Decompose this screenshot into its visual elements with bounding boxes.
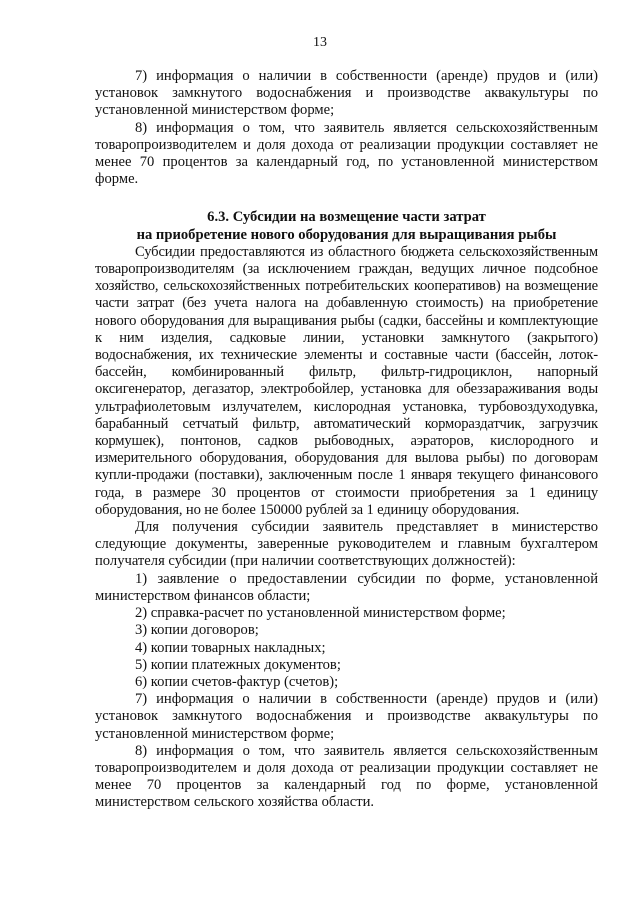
page-content [95, 68, 598, 812]
section-heading [95, 209, 598, 243]
section-heading-line-2: на приобретение нового оборудования для выращивания рыбы [136, 226, 557, 243]
document-list-item-5: 5) копии платежных документов; [135, 656, 341, 673]
document-list-item-6: 6) копии счетов-фактур (счетов); [135, 673, 339, 690]
intro-paragraph-item-8: 8) информация о том, что заявитель является сельскохозяйственным товаропроизводителем и доля дохода от реализации продукции составляет не менее 70 процентов за календарный год, по установленной министерством форме. [95, 119, 598, 188]
intro-paragraph-item-7: 7) информация о наличии в собственности (аренде) прудов и (или) установок замкнутого водоснабжения и производстве аквакультуры по установленной министерством форме; [95, 68, 598, 119]
document-list-item-2: 2) справка-расчет по установленной министерством форме; [135, 605, 506, 622]
document-list-item-3: 3) копии договоров; [135, 622, 259, 639]
document-list-item-8: 8) информация о том, что заявитель является сельскохозяйственным товаропроизводителем и доля дохода от реализации продукции составляет не менее 70 процентов за календарный год по форме, установленной министерством сельского хозяйства области. [95, 742, 598, 811]
subsidy-description-paragraph: Субсидии предоставляются из областного бюджета сельскохозяйственным товаропроизводителям (за исключением граждан, ведущих личное подсобное хозяйство, сельскохозяйственных потребительских кооперативов) на возмещение части затрат (без учета налога на добавленную стоимость) на приобретение нового оборудования для выращивания рыбы (садки, бассейны и комплектующие к ним изделия, садковые линии, установки замкнутого (закрытого) водоснабжения, их технические элементы и составные части (бассейн, лоток-бассейн, комбинированный фильтр, фильтр-гидроциклон, напорный оксигенератор, дегазатор, электробойлер, установка для обеззараживания воды ультрафиолетовым излучателем, кислородная установка, турбовоздуходувка, барабанный сетчатый фильтр, автоматический кормораздатчик, загрузчик кормушек), понтонов, садков рыбоводных, аэраторов, кислородного и измерительного оборудования, оборудования для вылова рыбы) по договорам купли-продажи (поставки), заключенным после 1 января текущего финансового года, в размере 30 процентов от стоимости приобретения за 1 единицу оборудования, но не более 150000 рублей за 1 единицу оборудования. [95, 243, 598, 518]
section-heading-line-1: 6.3. Субсидии на возмещение части затрат [207, 209, 486, 226]
document-list-item-7: 7) информация о наличии в собственности (аренде) прудов и (или) установок замкнутого водоснабжения и производстве аквакультуры по установленной министерством форме; [95, 691, 598, 742]
page-number: 13 [313, 35, 327, 50]
documents-intro-paragraph: Для получения субсидии заявитель представляет в министерство следующие документы, заверенные руководителем и главным бухгалтером получателя субсидии (при наличии соответствующих должностей): [95, 519, 598, 570]
document-list-item-1: 1) заявление о предоставлении субсидии по форме, установленной министерством финансов области; [95, 570, 598, 604]
document-list-item-4: 4) копии товарных накладных; [135, 639, 326, 656]
